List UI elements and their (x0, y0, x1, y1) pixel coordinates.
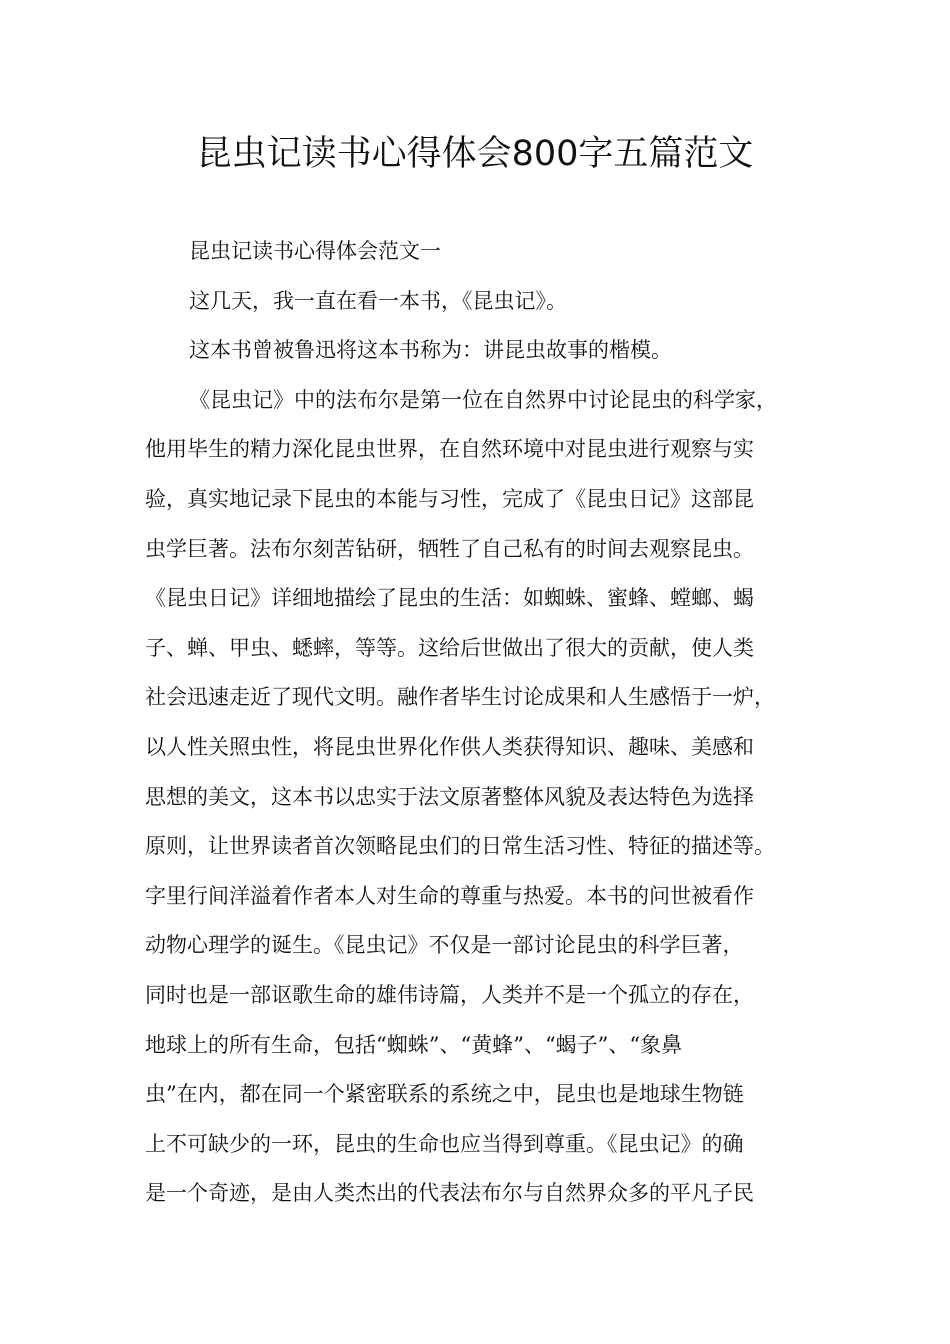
paragraph-line: 动物心理学的诞生。《昆虫记》不仅是一部讨论昆虫的科学巨著， (145, 933, 744, 958)
paragraph-line: 同时也是一部讴歌生命的雄伟诗篇，人类并不是一个孤立的存在， (145, 982, 754, 1007)
paragraph-line: 是一个奇迹，是由人类杰出的代表法布尔与自然界众多的平凡子民 (145, 1181, 754, 1206)
paragraph-line: 原则，让世界读者首次领略昆虫们的日常生活习性、特征的描述等。 (145, 834, 775, 859)
long-paragraph (145, 376, 825, 1219)
document-title: 昆虫记读书心得体会800字五篇范文 (196, 134, 754, 174)
paragraph: 这本书曾被鲁迅将这本书称为：讲昆虫故事的楷模。 (189, 338, 672, 363)
section-heading: 昆虫记读书心得体会范文一 (189, 239, 441, 263)
paragraph-line: 上不可缺少的一环，昆虫的生命也应当得到尊重。《昆虫记》的确 (145, 1131, 744, 1156)
paragraph-line: 字里行间洋溢着作者本人对生命的尊重与热爱。本书的问世被看作 (145, 883, 754, 908)
paragraph-line: 社会迅速走近了现代文明。融作者毕生讨论成果和人生感悟于一炉， (145, 685, 775, 710)
paragraph-line: 思想的美文，这本书以忠实于法文原著整体风貌及表达特色为选择 (145, 784, 754, 809)
document-body (145, 227, 825, 1219)
paragraph-line: 他用毕生的精力深化昆虫世界，在自然环境中对昆虫进行观察与实 (145, 437, 754, 462)
paragraph-line: 《昆虫日记》详细地描绘了昆虫的生活：如蜘蛛、蜜蜂、螳螂、蝎 (145, 586, 754, 611)
paragraph-line: 《昆虫记》中的法布尔是第一位在自然界中讨论昆虫的科学家， (189, 387, 777, 412)
paragraph-line: 虫学巨著。法布尔刻苦钻研，牺牲了自己私有的时间去观察昆虫。 (145, 536, 754, 561)
paragraph-line: 验，真实地记录下昆虫的本能与习性，完成了《昆虫日记》这部昆 (145, 486, 754, 511)
paragraph-line: 虫”在内，都在同一个紧密联系的系统之中，昆虫也是地球生物链 (145, 1082, 744, 1107)
paragraph: 这几天，我一直在看一本书，《昆虫记》。 (189, 288, 567, 313)
paragraph-line: 地球上的所有生命，包括“蜘蛛”、“黄蜂”、“蝎子”、“象鼻 (145, 1032, 683, 1057)
paragraph-line: 以人性关照虫性，将昆虫世界化作供人类获得知识、趣味、美感和 (145, 734, 754, 759)
paragraph-line: 子、蝉、甲虫、蟋蟀，等等。这给后世做出了很大的贡献，使人类 (145, 635, 754, 660)
